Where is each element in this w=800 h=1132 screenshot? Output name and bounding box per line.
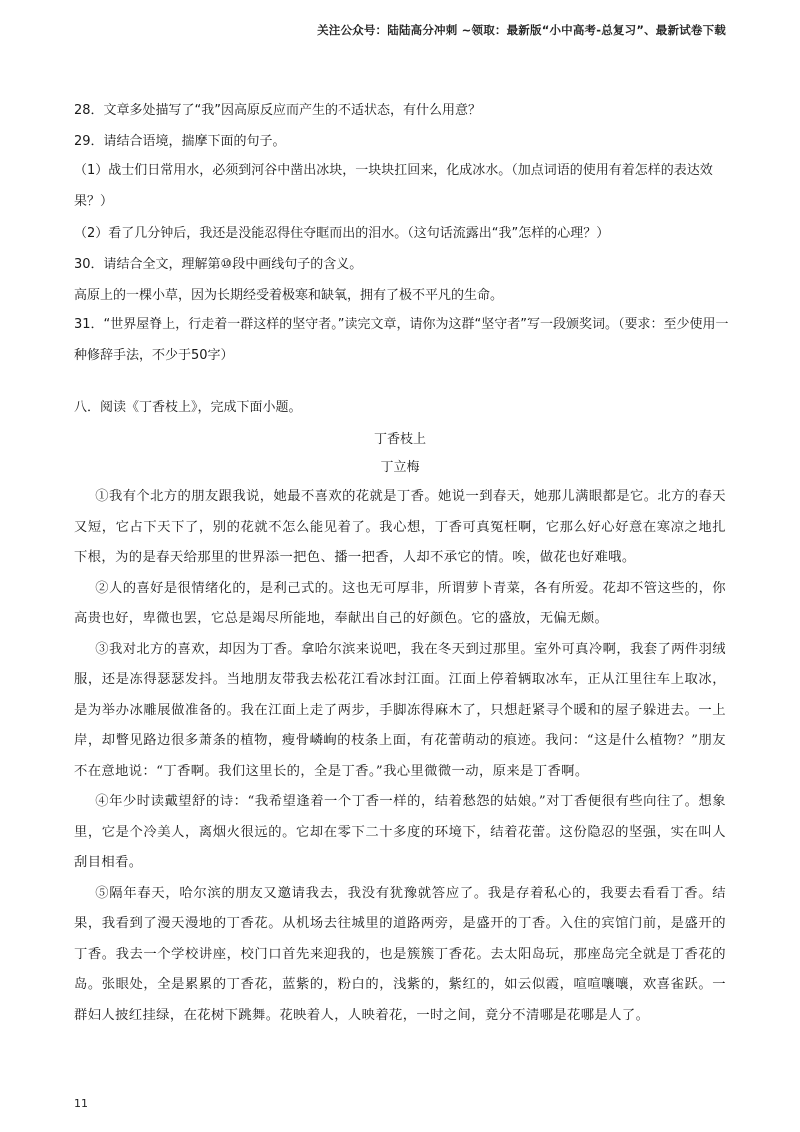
page-number: 11 [74, 1097, 88, 1110]
question-29-part-2: （2）看了几分钟后，我还是没能忍得住夺眶而出的泪水。（这句话流露出“我”怎样的心理？） [74, 226, 610, 241]
question-29: 29．请结合语境，揣摩下面的句子。 [74, 134, 286, 149]
question-28: 28．文章多处描写了“我”因高原反应而产生的不适状态，有什么用意？ [74, 103, 482, 118]
question-30: 30．请结合全文，理解第⑩段中画线句子的含义。 [74, 257, 363, 272]
article-paragraph-4: ④年少时读戴望舒的诗：“我希望逢着一个丁香一样的，结着愁怨的姑娘。”对丁香便很有些向往了。想象里，它是个冷美人，离烟火很远的。它却在零下二十多度的环境下，结着花蕾。这份隐忍的坚强，实在叫人刮目相看。 [74, 794, 726, 870]
article-paragraph-2: ②人的喜好是很情绪化的，是利己式的。这也无可厚非，所谓萝卜青菜，各有所爱。花却不管这些的，你高贵也好，卑微也罢，它总是竭尽所能地，奉献出自己的好颜色。它的盛放，无偏无颇。 [74, 580, 726, 626]
article-paragraph-1: ①我有个北方的朋友跟我说，她最不喜欢的花就是丁香。她说一到春天，她那儿满眼都是它。北方的春天又短，它占下天下了，别的花就不怎么能见着了。我心想，丁香可真冤枉啊，它那么好心好意在寒凉之地扎下根，为的是春天给那里的世界添一把色、播一把香，人却不承它的情。唉，做花也好难哦。 [74, 489, 726, 565]
article-paragraph-5: ⑤隔年春天，哈尔滨的朋友又邀请我去，我没有犹豫就答应了。我是存着私心的，我要去看看丁香。结果，我看到了漫天漫地的丁香花。从机场去往城里的道路两旁，是盛开的丁香。入住的宾馆门前，是盛开的丁香。我去一个学校讲座，校门口首先来迎我的，也是簇簇丁香花。去太阳岛玩，那座岛完全就是丁香花的岛。张眼处，全是累累的丁香花，蓝紫的，粉白的，浅紫的，紫红的，如云似霞，喧喧嚷嚷，欢喜雀跃。一群妇人披红挂绿，在花树下跳舞。花映着人，人映着花，一时之间，竟分不清哪是花哪是人了。 [74, 885, 726, 1023]
article-author: 丁立梅 [380, 460, 420, 475]
section-heading: 八．阅读《丁香枝上》，完成下面小题。 [74, 400, 302, 415]
question-31: 31．“世界屋脊上，行走着一群这样的坚守者。”读完文章，请你为这群“坚守者”写一段颁奖词。（要求：至少使用一种修辞手法，不少于50字） [74, 317, 729, 363]
article-paragraph-3: ③我对北方的喜欢，却因为丁香。拿哈尔滨来说吧，我在冬天到过那里。室外可真冷啊，我套了两件羽绒服，还是冻得瑟瑟发抖。当地朋友带我去松花江看冰封江面。江面上停着辆取冰车，正从江里往车上取冰，是为举办冰雕展做准备的。我在江面上走了两步，手脚冻得麻木了，只想赶紧寻个暖和的屋子躲进去。一上岸，却瞥见路边很多萧条的植物，瘦骨嶙峋的枝条上面，有花蕾萌动的痕迹。我问：“这是什么植物？”朋友不在意地说：“丁香啊。我们这里长的，全是丁香。”我心里微微一动，原来是丁香啊。 [74, 641, 726, 779]
article-title: 丁香枝上 [373, 432, 426, 447]
question-30-sentence: 高原上的一棵小草，因为长期经受着极寒和缺氧，拥有了极不平凡的生命。 [74, 288, 504, 303]
question-29-part-1: （1）战士们日常用水，必须到河谷中凿出冰块，一块块扛回来，化成冰水。（加点词语的使用有着怎样的表达效果？） [74, 163, 713, 209]
article-body [74, 482, 726, 1031]
page-header-banner: 关注公众号：陆陆高分冲刺 ~领取：最新版“小中高考-总复习”、最新试卷下载 [317, 23, 726, 37]
